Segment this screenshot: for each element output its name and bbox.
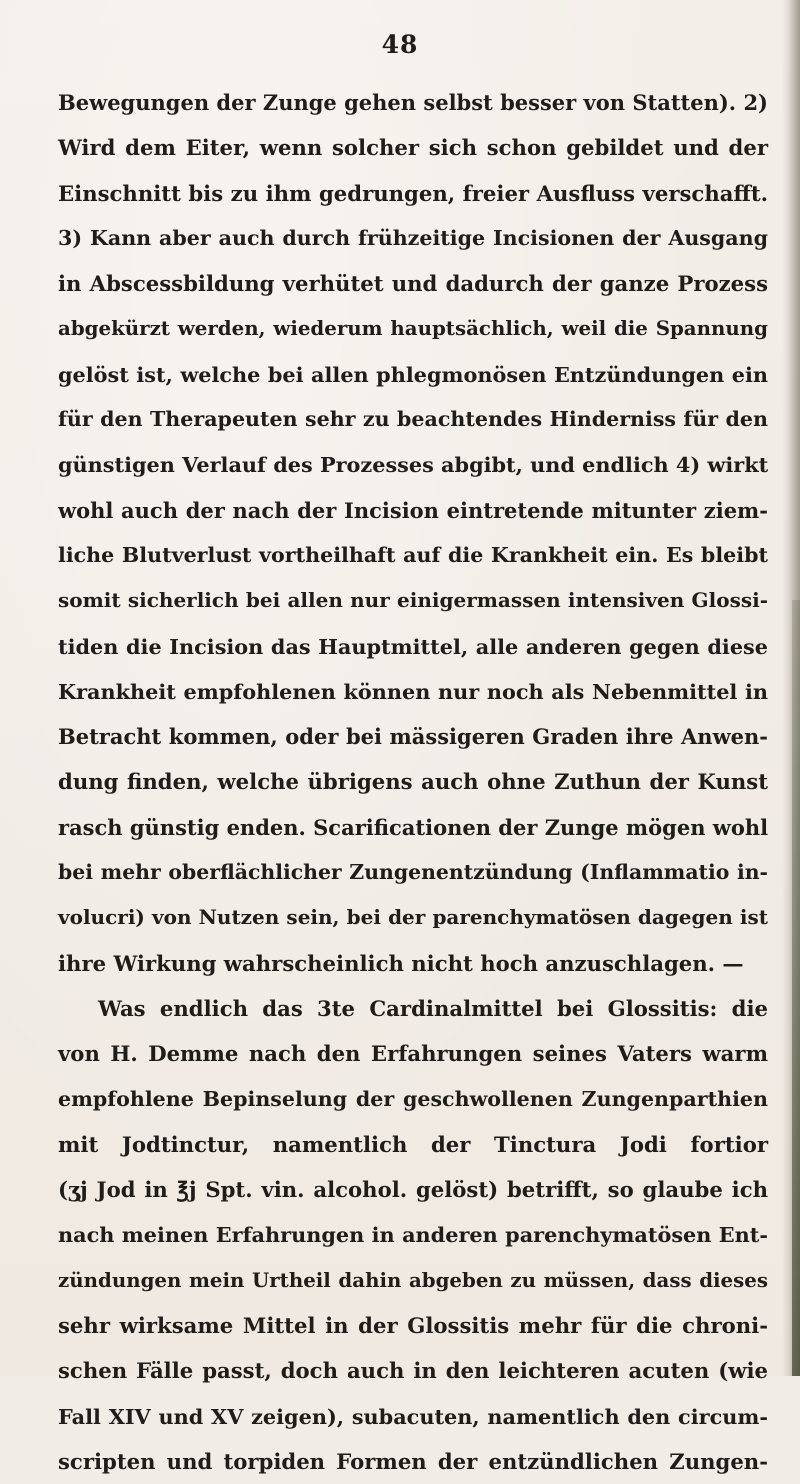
text-line: somit sicherlich bei allen nur einigermassen intensiven Glossi- bbox=[58, 588, 768, 613]
page-edge-stain bbox=[792, 600, 800, 1376]
text-line: schen Fälle passt, doch auch in den leichteren acuten (wie bbox=[58, 1358, 768, 1384]
text-line: mit Jodtinctur, namentlich der Tinctura Jodi fortior bbox=[58, 1131, 768, 1157]
text-line: Wird dem Eiter, wenn solcher sich schon gebildet und der bbox=[58, 135, 768, 161]
text-line: Einschnitt bis zu ihm gedrungen, freier Ausfluss verschafft. bbox=[58, 180, 768, 206]
text-line: dung finden, welche übrigens auch ohne Zuthun der Kunst bbox=[58, 769, 768, 795]
text-line: gelöst ist, welche bei allen phlegmonösen Entzündungen ein bbox=[58, 361, 768, 387]
text-line: Fall XIV und XV zeigen), subacuten, namentlich den circum- bbox=[58, 1403, 768, 1429]
text-line: ihre Wirkung wahrscheinlich nicht hoch anzuschlagen. — bbox=[58, 950, 744, 976]
text-line: wohl auch der nach der Incision eintretende mitunter ziem- bbox=[58, 497, 768, 523]
text-line: zündungen mein Urtheil dahin abgeben zu müssen, dass dieses bbox=[58, 1267, 768, 1292]
text-line: von H. Demme nach den Erfahrungen seines Vaters warm bbox=[58, 1041, 768, 1067]
text-line: empfohlene Bepinselung der geschwollenen Zungenparthien bbox=[58, 1086, 768, 1111]
text-line: sehr wirksame Mittel in der Glossitis mehr für die chroni- bbox=[58, 1313, 768, 1339]
body-text bbox=[58, 80, 768, 1484]
text-line: tiden die Incision das Hauptmittel, alle anderen gegen diese bbox=[58, 633, 768, 659]
text-line: 3) Kann aber auch durch frühzeitige Incisionen der Ausgang bbox=[58, 225, 768, 250]
text-line: günstigen Verlauf des Prozesses abgibt, und endlich 4) wirkt bbox=[58, 452, 769, 478]
text-line: in Abscessbildung verhütet und dadurch der ganze Prozess bbox=[58, 271, 768, 297]
page-number: 48 bbox=[381, 30, 419, 59]
text-line: volucri) von Nutzen sein, bei der parenchymatösen dagegen ist bbox=[58, 905, 768, 930]
text-line: bei mehr oberflächlicher Zungenentzündung (Inflammatio in- bbox=[58, 860, 768, 885]
text-line: abgekürzt werden, wiederum hauptsächlich, weil die Spannung bbox=[58, 316, 768, 341]
text-line: Bewegungen der Zunge gehen selbst besser von Statten). 2) bbox=[58, 90, 768, 115]
text-line: liche Blutverlust vortheilhaft auf die Krankheit ein. Es bleibt bbox=[58, 542, 768, 567]
text-line: Krankheit empfohlenen können nur noch als Nebenmittel in bbox=[58, 678, 768, 704]
text-line: Betracht kommen, oder bei mässigeren Graden ihre Anwen- bbox=[58, 724, 768, 750]
text-line: nach meinen Erfahrungen in anderen parenchymatösen Ent- bbox=[58, 1222, 768, 1248]
text-line: rasch günstig enden. Scarificationen der Zunge mögen wohl bbox=[58, 814, 769, 840]
text-line: Was endlich das 3te Cardinalmittel bei Glossitis: die bbox=[98, 995, 768, 1021]
text-line: scripten und torpiden Formen der entzündlichen Zungen- bbox=[58, 1448, 768, 1474]
text-line: (ʒj Jod in ℥j Spt. vin. alcohol. gelöst) betrifft, so glaube ich bbox=[58, 1177, 768, 1203]
text-line: für den Therapeuten sehr zu beachtendes Hinderniss für den bbox=[58, 407, 768, 432]
